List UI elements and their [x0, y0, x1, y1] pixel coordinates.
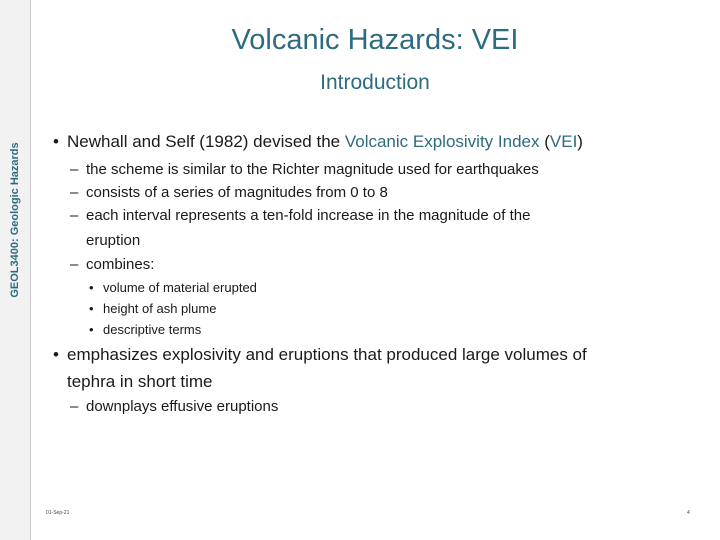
sub-item-text: the scheme is similar to the Richter magnitude used for earthquakes [86, 161, 539, 178]
bullet-text: Newhall and Self (1982) devised the [67, 132, 345, 151]
sub-sub-item-text: height of ash plume [103, 301, 217, 316]
sidebar [0, 0, 31, 540]
vei-abbrev: VEI [549, 132, 578, 151]
bullet-text-end: ) [577, 132, 583, 151]
footer-date: 01-Sep-21 [46, 510, 70, 516]
bullet-continuation: tephra in short time [67, 372, 213, 391]
bullet-marker: • [53, 345, 59, 364]
sub-item-text: each interval represents a ten-fold increase in the magnitude of the [86, 207, 531, 224]
bullet-explosivity [53, 345, 587, 365]
vei-name: Volcanic Explosivity Index [344, 132, 540, 151]
sub-item [70, 161, 539, 178]
bullet-marker: • [89, 280, 94, 295]
sub-item [70, 184, 388, 201]
dash-marker: – [70, 256, 79, 273]
page-number: 4 [687, 510, 690, 516]
sub-item [70, 398, 278, 415]
bullet-marker: • [89, 322, 94, 337]
sub-item-text: combines: [86, 256, 155, 273]
course-label: GEOL3400: Geologic Hazards [9, 142, 21, 298]
dash-marker: – [70, 398, 79, 415]
sub-item [70, 256, 154, 273]
sub-sub-item [89, 280, 257, 295]
sub-sub-item [89, 322, 201, 337]
sub-sub-item [89, 301, 216, 316]
sub-item-continuation: eruption [86, 232, 141, 249]
bullet-vei [53, 132, 583, 152]
bullet-text-mid: ( [539, 132, 550, 151]
bullet-marker: • [53, 132, 59, 151]
dash-marker: – [70, 184, 79, 201]
sub-item-text: consists of a series of magnitudes from 0 to 8 [86, 184, 388, 201]
sub-sub-item-text: descriptive terms [103, 322, 202, 337]
slide-title: Volcanic Hazards: VEI [231, 24, 519, 56]
sub-item [70, 207, 530, 224]
sub-item-text: downplays effusive eruptions [86, 398, 279, 415]
bullet-text: emphasizes explosivity and eruptions that produced large volumes of [67, 345, 587, 364]
bullet-marker: • [89, 301, 94, 316]
dash-marker: – [70, 161, 79, 178]
slide-subtitle: Introduction [320, 71, 430, 94]
sub-sub-item-text: volume of material erupted [103, 280, 257, 295]
dash-marker: – [70, 207, 79, 224]
